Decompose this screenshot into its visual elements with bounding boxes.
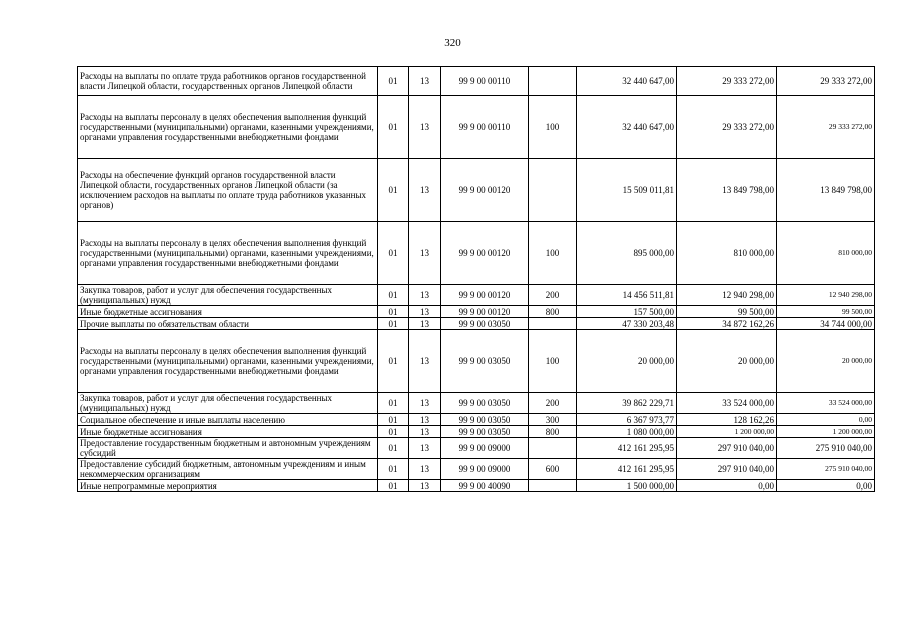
amount-2: 1 200 000,00 — [677, 426, 777, 438]
subsection-code: 13 — [409, 438, 441, 459]
row-name: Расходы на выплаты персоналу в целях обеспечения выполнения функций государственными (муниципальными) органами, казенными учреждениями, органами управления государственными внебюджетными фондами — [78, 222, 378, 285]
expense-type: 200 — [529, 393, 577, 414]
expense-type — [529, 318, 577, 330]
table-row — [78, 285, 875, 306]
expense-type — [529, 438, 577, 459]
target-article: 99 9 00 03050 — [441, 414, 529, 426]
row-name: Расходы на выплаты по оплате труда работников органов государственной власти Липецкой области, государственных органов Липецкой области — [78, 67, 378, 96]
amount-2: 128 162,26 — [677, 414, 777, 426]
amount-3: 275 910 040,00 — [777, 459, 875, 480]
table-row — [78, 159, 875, 222]
amount-3: 33 524 000,00 — [777, 393, 875, 414]
subsection-code: 13 — [409, 414, 441, 426]
amount-1: 895 000,00 — [577, 222, 677, 285]
expense-type: 600 — [529, 459, 577, 480]
amount-3: 810 000,00 — [777, 222, 875, 285]
amount-2: 20 000,00 — [677, 330, 777, 393]
amount-2: 297 910 040,00 — [677, 438, 777, 459]
subsection-code: 13 — [409, 159, 441, 222]
section-code: 01 — [378, 480, 409, 492]
amount-3: 34 744 000,00 — [777, 318, 875, 330]
amount-1: 39 862 229,71 — [577, 393, 677, 414]
table-row — [78, 459, 875, 480]
amount-1: 157 500,00 — [577, 306, 677, 318]
amount-1: 15 509 011,81 — [577, 159, 677, 222]
target-article: 99 9 00 03050 — [441, 318, 529, 330]
amount-2: 29 333 272,00 — [677, 96, 777, 159]
table-row — [78, 222, 875, 285]
subsection-code: 13 — [409, 96, 441, 159]
row-name: Иные непрограммные мероприятия — [78, 480, 378, 492]
table-row — [78, 426, 875, 438]
amount-2: 99 500,00 — [677, 306, 777, 318]
amount-3: 29 333 272,00 — [777, 96, 875, 159]
amount-3: 12 940 298,00 — [777, 285, 875, 306]
amount-2: 810 000,00 — [677, 222, 777, 285]
section-code: 01 — [378, 96, 409, 159]
amount-1: 32 440 647,00 — [577, 96, 677, 159]
subsection-code: 13 — [409, 459, 441, 480]
table-row — [78, 438, 875, 459]
expense-type: 300 — [529, 414, 577, 426]
amount-3: 13 849 798,00 — [777, 159, 875, 222]
section-code: 01 — [378, 306, 409, 318]
row-name: Расходы на выплаты персоналу в целях обеспечения выполнения функций государственными (муниципальными) органами, казенными учреждениями, органами управления государственными внебюджетными фондами — [78, 96, 378, 159]
subsection-code: 13 — [409, 480, 441, 492]
section-code: 01 — [378, 285, 409, 306]
amount-1: 47 330 203,48 — [577, 318, 677, 330]
row-name: Закупка товаров, работ и услуг для обеспечения государственных (муниципальных) нужд — [78, 393, 378, 414]
amount-2: 33 524 000,00 — [677, 393, 777, 414]
table-row — [78, 480, 875, 492]
amount-2: 0,00 — [677, 480, 777, 492]
target-article: 99 9 00 03050 — [441, 393, 529, 414]
amount-1: 20 000,00 — [577, 330, 677, 393]
target-article: 99 9 00 00110 — [441, 96, 529, 159]
table-row — [78, 306, 875, 318]
target-article: 99 9 00 03050 — [441, 426, 529, 438]
expense-type: 800 — [529, 306, 577, 318]
target-article: 99 9 00 00120 — [441, 306, 529, 318]
section-code: 01 — [378, 414, 409, 426]
row-name: Расходы на обеспечение функций органов государственной власти Липецкой области, государственных органов Липецкой области (за исключением расходов на выплаты по оплате труда работников указанных органов) — [78, 159, 378, 222]
target-article: 99 9 00 03050 — [441, 330, 529, 393]
subsection-code: 13 — [409, 393, 441, 414]
target-article: 99 9 00 00110 — [441, 67, 529, 96]
row-name: Социальное обеспечение и иные выплаты населению — [78, 414, 378, 426]
expense-type — [529, 67, 577, 96]
amount-3: 0,00 — [777, 480, 875, 492]
amount-2: 297 910 040,00 — [677, 459, 777, 480]
budget-table — [77, 66, 875, 492]
section-code: 01 — [378, 318, 409, 330]
table-row — [78, 318, 875, 330]
expense-type: 100 — [529, 330, 577, 393]
section-code: 01 — [378, 330, 409, 393]
amount-1: 412 161 295,95 — [577, 459, 677, 480]
table-row — [78, 67, 875, 96]
row-name: Закупка товаров, работ и услуг для обеспечения государственных (муниципальных) нужд — [78, 285, 378, 306]
table-row — [78, 330, 875, 393]
amount-1: 32 440 647,00 — [577, 67, 677, 96]
amount-3: 20 000,00 — [777, 330, 875, 393]
section-code: 01 — [378, 438, 409, 459]
amount-1: 1 500 000,00 — [577, 480, 677, 492]
table-row — [78, 414, 875, 426]
row-name: Предоставление субсидий бюджетным, автономным учреждениям и иным некоммерческим организациям — [78, 459, 378, 480]
target-article: 99 9 00 40090 — [441, 480, 529, 492]
subsection-code: 13 — [409, 306, 441, 318]
target-article: 99 9 00 00120 — [441, 285, 529, 306]
section-code: 01 — [378, 426, 409, 438]
amount-2: 34 872 162,26 — [677, 318, 777, 330]
amount-1: 412 161 295,95 — [577, 438, 677, 459]
subsection-code: 13 — [409, 285, 441, 306]
amount-3: 275 910 040,00 — [777, 438, 875, 459]
target-article: 99 9 00 00120 — [441, 159, 529, 222]
amount-3: 99 500,00 — [777, 306, 875, 318]
subsection-code: 13 — [409, 426, 441, 438]
amount-3: 1 200 000,00 — [777, 426, 875, 438]
expense-type: 100 — [529, 222, 577, 285]
amount-1: 6 367 973,77 — [577, 414, 677, 426]
row-name: Расходы на выплаты персоналу в целях обеспечения выполнения функций государственными (муниципальными) органами, казенными учреждениями, органами управления государственными внебюджетными фондами — [78, 330, 378, 393]
page-number: 320 — [444, 37, 461, 49]
row-name: Иные бюджетные ассигнования — [78, 306, 378, 318]
subsection-code: 13 — [409, 318, 441, 330]
amount-3: 29 333 272,00 — [777, 67, 875, 96]
subsection-code: 13 — [409, 67, 441, 96]
amount-1: 14 456 511,81 — [577, 285, 677, 306]
table-row — [78, 393, 875, 414]
amount-2: 29 333 272,00 — [677, 67, 777, 96]
expense-type — [529, 159, 577, 222]
table-row — [78, 96, 875, 159]
amount-1: 1 080 000,00 — [577, 426, 677, 438]
target-article: 99 9 00 09000 — [441, 438, 529, 459]
row-name: Иные бюджетные ассигнования — [78, 426, 378, 438]
row-name: Прочие выплаты по обязательствам области — [78, 318, 378, 330]
amount-2: 13 849 798,00 — [677, 159, 777, 222]
expense-type — [529, 480, 577, 492]
section-code: 01 — [378, 459, 409, 480]
target-article: 99 9 00 09000 — [441, 459, 529, 480]
section-code: 01 — [378, 222, 409, 285]
amount-3: 0,00 — [777, 414, 875, 426]
expense-type: 800 — [529, 426, 577, 438]
amount-2: 12 940 298,00 — [677, 285, 777, 306]
subsection-code: 13 — [409, 330, 441, 393]
section-code: 01 — [378, 159, 409, 222]
section-code: 01 — [378, 393, 409, 414]
subsection-code: 13 — [409, 222, 441, 285]
expense-type: 200 — [529, 285, 577, 306]
target-article: 99 9 00 00120 — [441, 222, 529, 285]
section-code: 01 — [378, 67, 409, 96]
expense-type: 100 — [529, 96, 577, 159]
row-name: Предоставление государственным бюджетным и автономным учреждениям субсидий — [78, 438, 378, 459]
